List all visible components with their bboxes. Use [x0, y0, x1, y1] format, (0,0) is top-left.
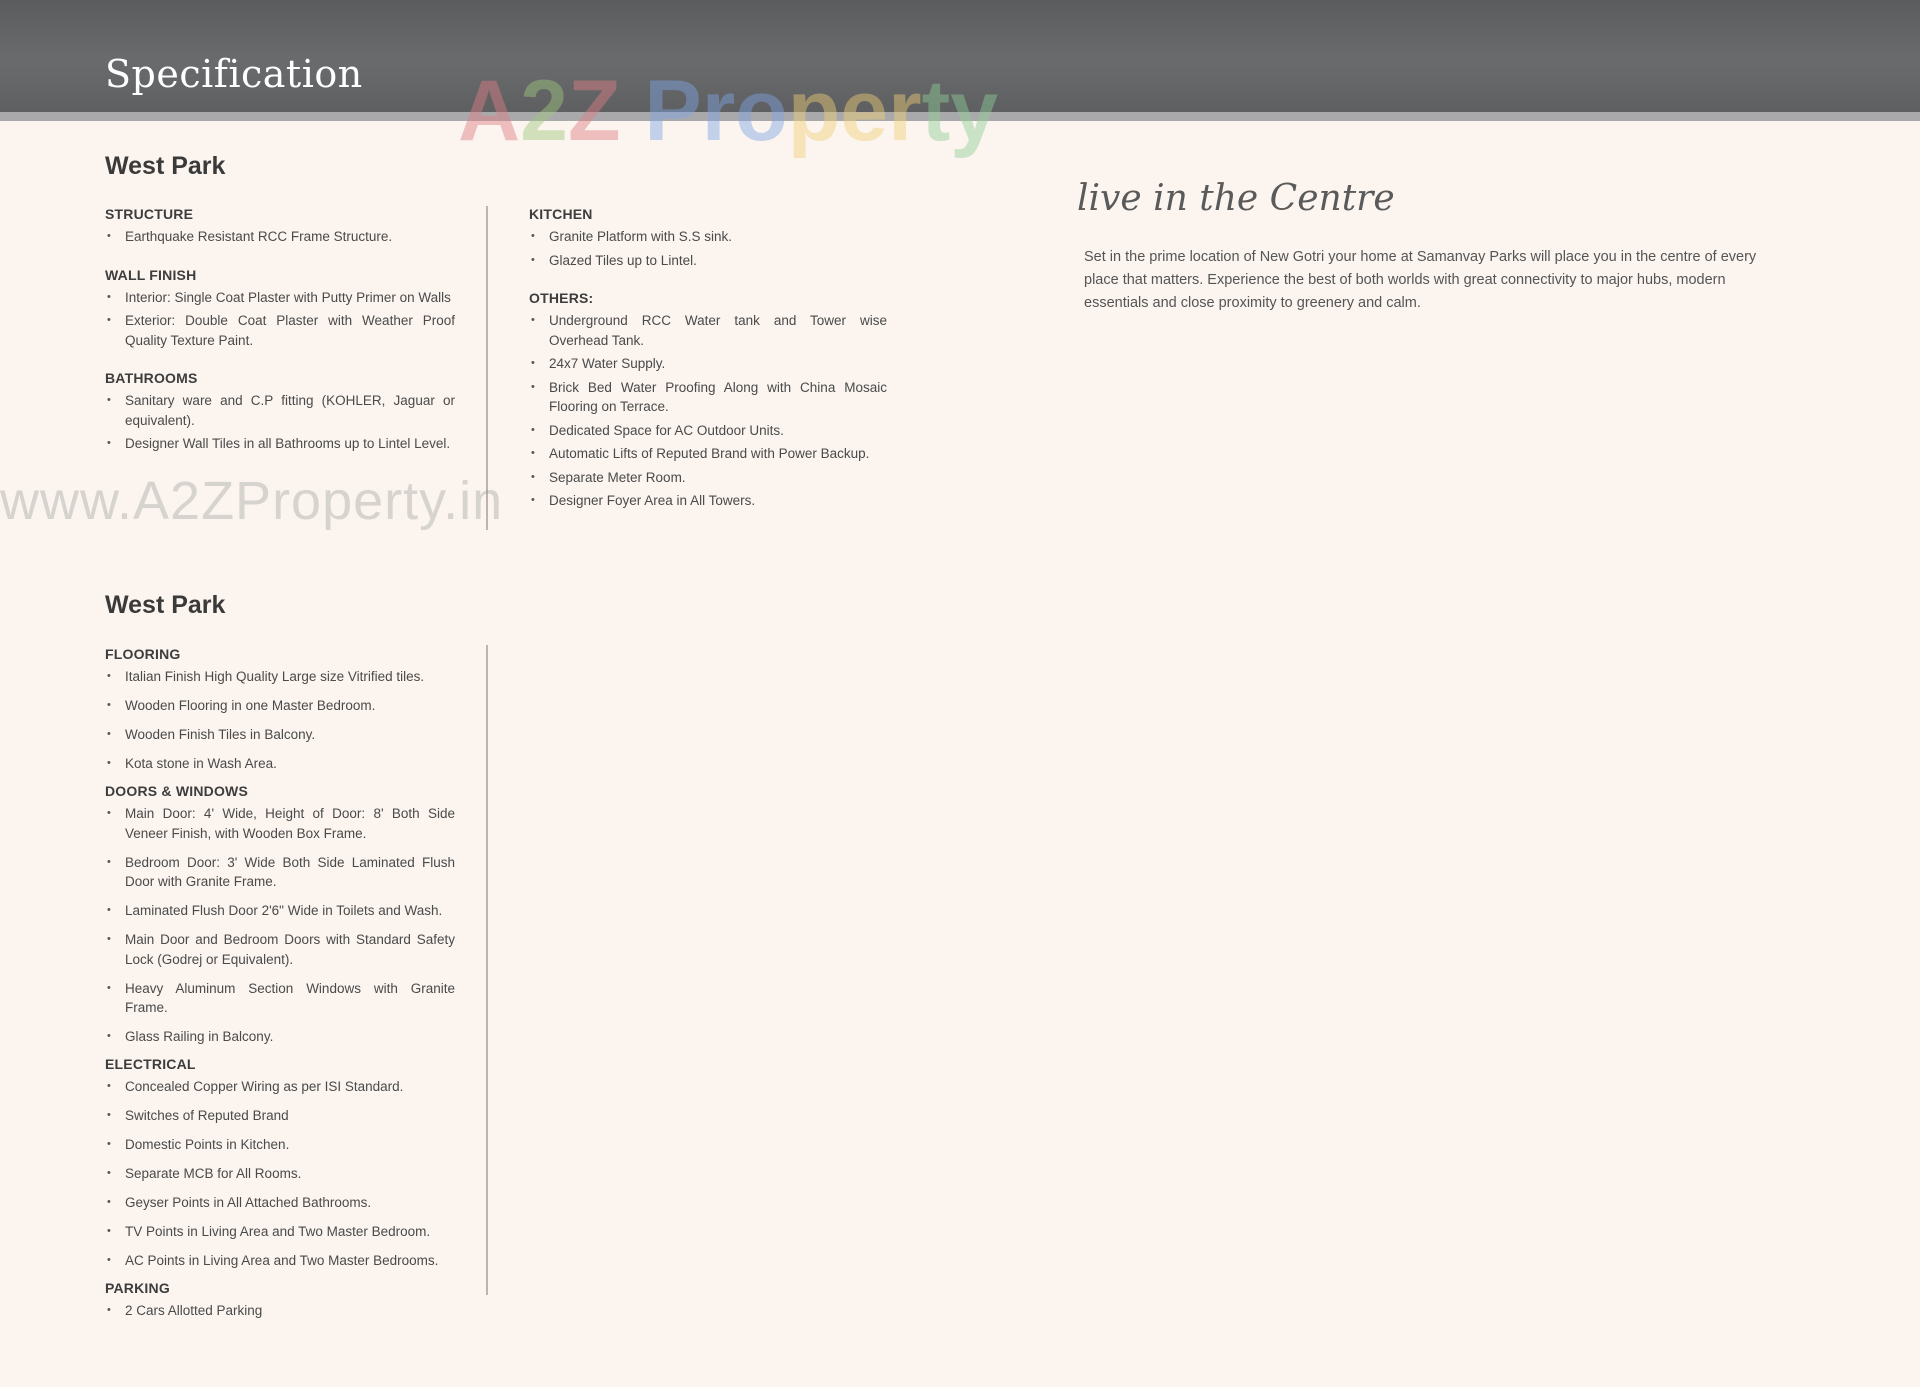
spec-category: [529, 290, 887, 511]
spec-category: [105, 646, 455, 774]
spec-category: [105, 267, 455, 351]
spec-item: • Underground RCC Water tank and Tower wise Overhead Tank.: [529, 311, 887, 350]
category-title: OTHERS:: [529, 290, 594, 306]
spec-item: • 24x7 Water Supply.: [529, 354, 887, 374]
watermark-logo-part: Pro: [620, 63, 788, 159]
spec-item: • Granite Platform with S.S sink.: [529, 227, 887, 247]
spec-item: • Domestic Points in Kitchen.: [105, 1135, 455, 1155]
spec-item: • Glass Railing in Balcony.: [105, 1027, 455, 1047]
spec-item: • Sanitary ware and C.P fitting (KOHLER, Jaguar or equivalent).: [105, 391, 455, 430]
category-title: ELECTRICAL: [105, 1056, 196, 1072]
column-divider: [486, 645, 488, 1295]
category-title: KITCHEN: [529, 206, 593, 222]
spec-item: • Switches of Reputed Brand: [105, 1106, 455, 1126]
section-title: West Park: [105, 591, 226, 619]
live-description: Set in the prime location of New Gotri your home at Samanvay Parks will place you in the centre of every place that matters. Experience the best of both worlds with great connectivity to major hubs, modern essentials and close proximity to greenery and calm.: [1084, 249, 1757, 311]
watermark-logo-part: A: [458, 63, 521, 159]
spec-item: • Brick Bed Water Proofing Along with China Mosaic Flooring on Terrace.: [529, 378, 887, 417]
spec-item: • Designer Foyer Area in All Towers.: [529, 491, 887, 511]
spec-item: • Concealed Copper Wiring as per ISI Standard.: [105, 1077, 455, 1097]
spec-category: [105, 370, 455, 454]
category-title: FLOORING: [105, 646, 181, 662]
category-title: WALL FINISH: [105, 266, 197, 283]
spec-item: • Exterior: Double Coat Plaster with Weather Proof Quality Texture Paint.: [105, 311, 455, 350]
spec-item: • Bedroom Door: 3' Wide Both Side Laminated Flush Door with Granite Frame.: [105, 853, 455, 892]
watermark-logo-part: 2: [520, 63, 568, 159]
spec-category: [529, 206, 887, 270]
watermark-url: www.A2ZProperty.in: [0, 471, 504, 531]
spec-item: • Designer Wall Tiles in all Bathrooms up to Lintel Level.: [105, 434, 455, 454]
spec-item: • Laminated Flush Door 2'6" Wide in Toilets and Wash.: [105, 901, 455, 921]
spec-item: • Separate MCB for All Rooms.: [105, 1164, 455, 1184]
spec-item: • Main Door and Bedroom Doors with Standard Safety Lock (Godrej or Equivalent).: [105, 930, 455, 969]
watermark-logo: [458, 63, 999, 159]
spec-item: • Kota stone in Wash Area.: [105, 754, 455, 774]
spec-item: • AC Points in Living Area and Two Master Bedrooms.: [105, 1251, 455, 1271]
spec-column-3: [105, 646, 455, 1330]
spec-category: [105, 206, 455, 247]
watermark-logo-part: per: [787, 63, 922, 159]
spec-item: • Dedicated Space for AC Outdoor Units.: [529, 421, 887, 441]
spec-item: • Geyser Points in All Attached Bathrooms.: [105, 1193, 455, 1213]
spec-category: [105, 783, 455, 1047]
spec-item: • TV Points in Living Area and Two Master Bedroom.: [105, 1222, 455, 1242]
spec-category: [105, 1056, 455, 1271]
category-title: STRUCTURE: [105, 206, 194, 222]
spec-item: • Wooden Finish Tiles in Balcony.: [105, 725, 455, 745]
category-title: BATHROOMS: [105, 370, 198, 386]
spec-item: • Automatic Lifts of Reputed Brand with Power Backup.: [529, 444, 887, 464]
live-title: live in the Centre: [1077, 178, 1395, 219]
spec-item: • Heavy Aluminum Section Windows with Granite Frame.: [105, 979, 455, 1018]
category-title: PARKING: [105, 1280, 170, 1296]
category-title: DOORS & WINDOWS: [105, 783, 248, 799]
spec-item: • Wooden Flooring in one Master Bedroom.: [105, 696, 455, 716]
section-title: West Park: [105, 152, 226, 180]
spec-column-2: [529, 206, 887, 531]
spec-item: • Italian Finish High Quality Large size Vitrified tiles.: [105, 667, 455, 687]
spec-item: • Glazed Tiles up to Lintel.: [529, 251, 887, 271]
spec-item: • Earthquake Resistant RCC Frame Structure.: [105, 227, 455, 247]
watermark-logo-part: Z: [567, 63, 621, 159]
spec-item: • Interior: Single Coat Plaster with Putty Primer on Walls: [105, 288, 455, 308]
page-title: Specification: [105, 52, 363, 96]
watermark-logo-part: ty: [921, 63, 999, 159]
spec-item: • 2 Cars Allotted Parking: [105, 1301, 455, 1321]
spec-item: • Separate Meter Room.: [529, 468, 887, 488]
spec-column-1: [105, 206, 455, 474]
spec-item: • Main Door: 4' Wide, Height of Door: 8' Both Side Veneer Finish, with Wooden Box Frame.: [105, 804, 455, 843]
spec-category: [105, 1280, 455, 1321]
